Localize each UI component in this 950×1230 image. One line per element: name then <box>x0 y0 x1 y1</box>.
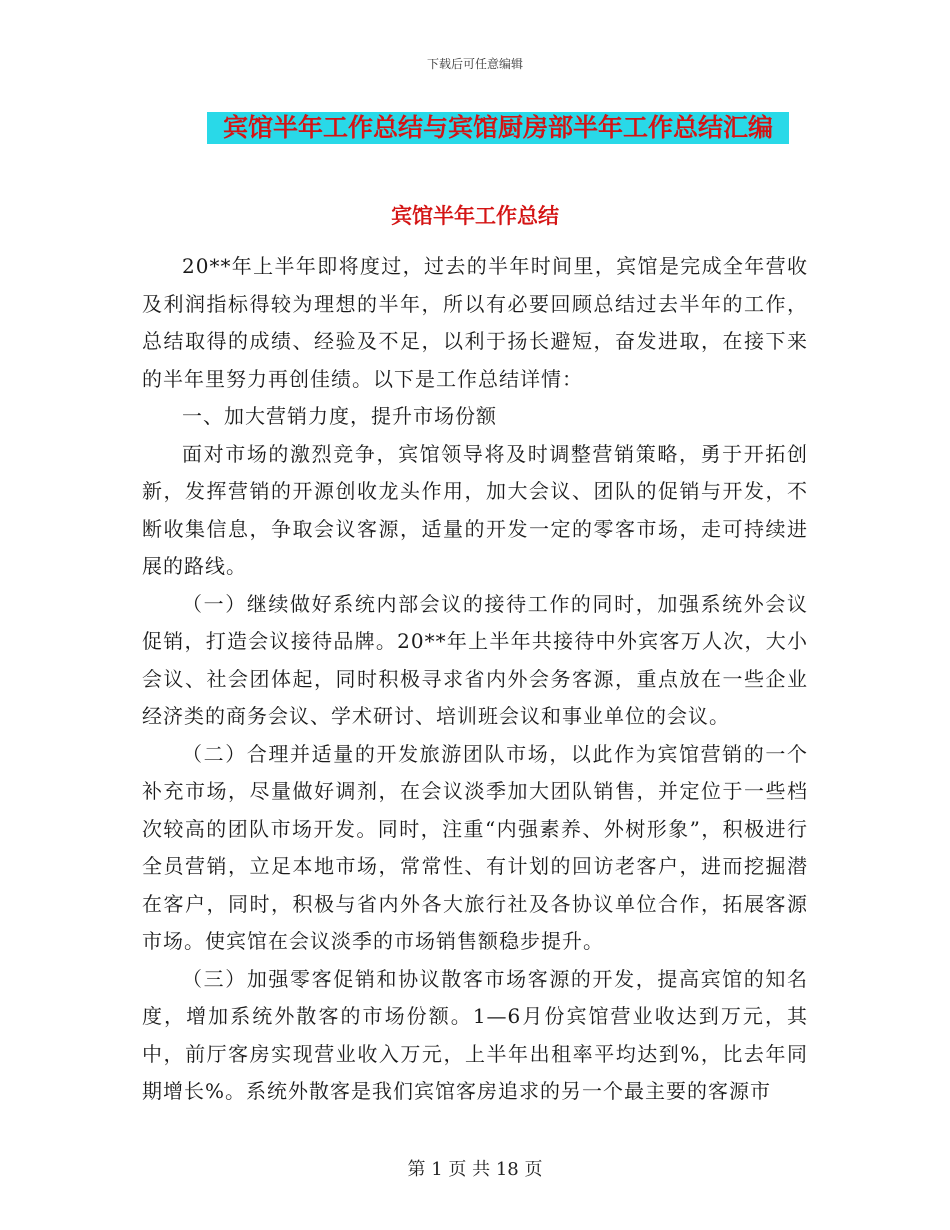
paragraph-heading-1: 一、加大营销力度，提升市场份额 <box>182 404 497 428</box>
paragraph-intro: 20**年上半年即将度过，过去的半年时间里，宾馆是完成全年营收及利润指标得较为理想的半年，所以有必要回顾总结过去半年的工作，总结取得的成绩、经验及不足，以利于扬长避短，奋发进取，在接下来的半年里努力再创佳绩。以下是工作总结详情： <box>142 254 808 391</box>
section-title: 宾馆半年工作总结 <box>391 204 559 228</box>
paragraph-marketing: 面对市场的激烈竞争，宾馆领导将及时调整营销策略，勇于开拓创新，发挥营销的开源创收龙头作用，加大会议、团队的促销与开发，不断收集信息，争取会议客源，适量的开发一定的零客市场，走可持续进展的路线。 <box>142 441 808 578</box>
page-header-note: 下载后可任意编辑 <box>426 57 523 71</box>
page-number: 第 1 页 共 18 页 <box>407 1159 543 1180</box>
paragraph-item-3: （三）加强零客促销和协议散客市场客源的开发，提高宾馆的知名度，增加系统外散客的市场份额。1—6月份宾馆营业收达到万元，其中，前厅客房实现营业收入万元，上半年出租率平均达到%，比去年同期增长%。系统外散客是我们宾馆客房追求的另一个最主要的客源市 <box>142 966 808 1103</box>
document-title: 宾馆半年工作总结与宾馆厨房部半年工作总结汇编 <box>207 112 789 144</box>
paragraph-item-1: （一）继续做好系统内部会议的接待工作的同时，加强系统外会议促销，打造会议接待品牌。20**年上半年共接待中外宾客万人次，大小会议、社会团体起，同时积极寻求省内外会务客源，重点放在一些企业经济类的商务会议、学术研讨、培训班会议和事业单位的会议。 <box>142 591 808 728</box>
paragraph-item-2: （二）合理并适量的开发旅游团队市场，以此作为宾馆营销的一个补充市场，尽量做好调剂，在会议淡季加大团队销售，并定位于一些档次较高的团队市场开发。同时，注重“内强素养、外树形象”，积极进行全员营销，立足本地市场，常常性、有计划的回访老客户，进而挖掘潜在客户，同时，积极与省内外各大旅行社及各协议单位合作，拓展客源市场。使宾馆在会议淡季的市场销售额稳步提升。 <box>142 741 808 953</box>
document-body <box>142 248 808 1111</box>
